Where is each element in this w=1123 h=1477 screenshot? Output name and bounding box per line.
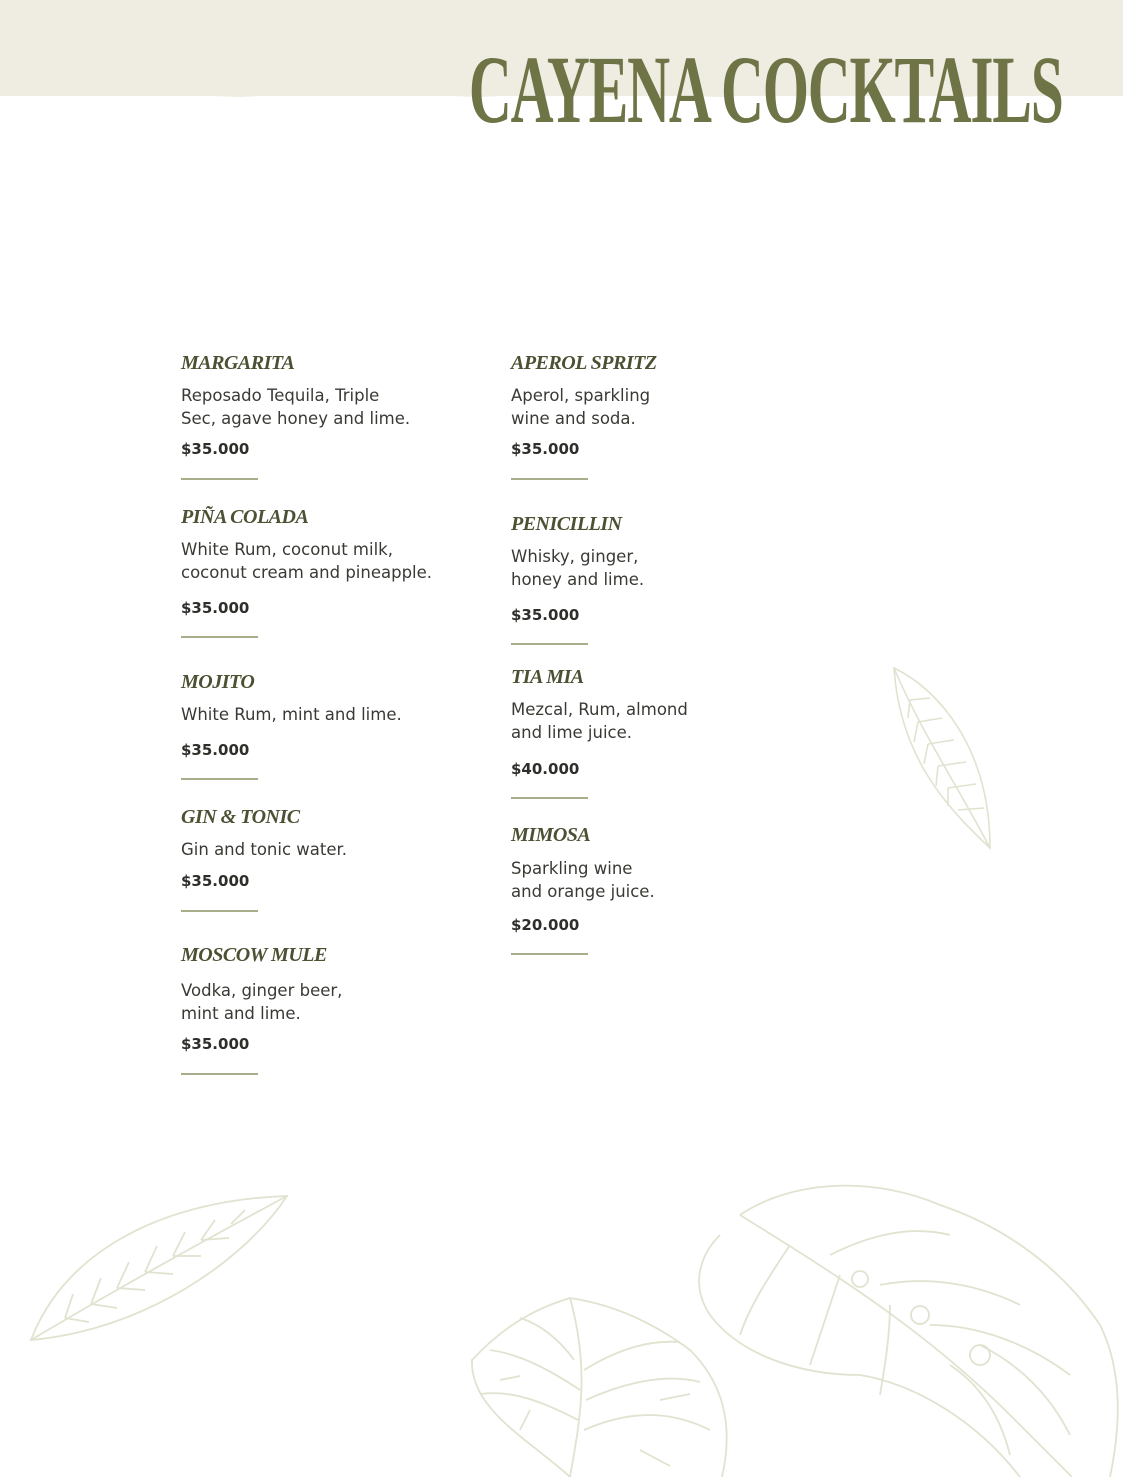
menu-item-mimosa xyxy=(511,824,811,934)
menu-item-aperol-spritz xyxy=(511,352,811,458)
item-description: Vodka, ginger beer, mint and lime. xyxy=(181,981,343,1023)
item-name: MARGARITA xyxy=(181,352,295,374)
item-name: MOJITO xyxy=(181,671,255,693)
item-name: PENICILLIN xyxy=(511,513,622,535)
item-price: $35.000 xyxy=(181,440,250,458)
item-name: MOSCOW MULE xyxy=(181,944,327,966)
item-name: GIN & TONIC xyxy=(181,806,300,828)
item-divider xyxy=(181,1073,258,1075)
item-price: $35.000 xyxy=(181,1035,250,1053)
menu-item-pina-colada xyxy=(181,506,481,617)
item-price: $35.000 xyxy=(181,599,250,617)
item-divider xyxy=(511,643,588,645)
item-name: APEROL SPRITZ xyxy=(511,352,657,374)
item-divider xyxy=(181,636,258,638)
item-divider xyxy=(181,478,258,480)
item-price: $35.000 xyxy=(181,741,250,759)
menu-item-penicillin xyxy=(511,513,811,624)
item-price: $20.000 xyxy=(511,916,580,934)
leaf-icon xyxy=(25,1190,295,1350)
item-description: Gin and tonic water. xyxy=(181,840,348,859)
monstera-leaf-icon xyxy=(680,1175,1123,1477)
item-description: Reposado Tequila, Triple Sec, agave honey and lime. xyxy=(181,386,411,428)
page-title: CAYENA COCKTAILS xyxy=(469,36,1063,143)
item-name: PIÑA COLADA xyxy=(181,506,309,528)
item-description: Mezcal, Rum, almond and lime juice. xyxy=(511,700,688,742)
item-price: $40.000 xyxy=(511,760,580,778)
item-divider xyxy=(511,478,588,480)
item-price: $35.000 xyxy=(511,606,580,624)
menu-item-margarita xyxy=(181,352,481,458)
item-name: TIA MIA xyxy=(511,666,584,688)
item-description: Whisky, ginger, honey and lime. xyxy=(511,547,645,589)
item-description: White Rum, mint and lime. xyxy=(181,705,402,724)
leaf-icon xyxy=(880,660,1000,860)
item-description: Sparkling wine and orange juice. xyxy=(511,859,655,901)
item-name: MIMOSA xyxy=(511,824,591,846)
menu-item-moscow-mule xyxy=(181,944,481,1053)
item-price: $35.000 xyxy=(181,872,250,890)
menu-item-mojito xyxy=(181,671,481,759)
menu-item-tia-mia xyxy=(511,666,811,778)
item-divider xyxy=(181,778,258,780)
item-description: White Rum, coconut milk, coconut cream and pineapple. xyxy=(181,540,433,582)
item-price: $35.000 xyxy=(511,440,580,458)
item-divider xyxy=(511,953,588,955)
item-divider xyxy=(181,910,258,912)
item-description: Aperol, sparkling wine and soda. xyxy=(511,386,651,428)
menu-item-gin-tonic xyxy=(181,806,481,890)
item-divider xyxy=(511,797,588,799)
